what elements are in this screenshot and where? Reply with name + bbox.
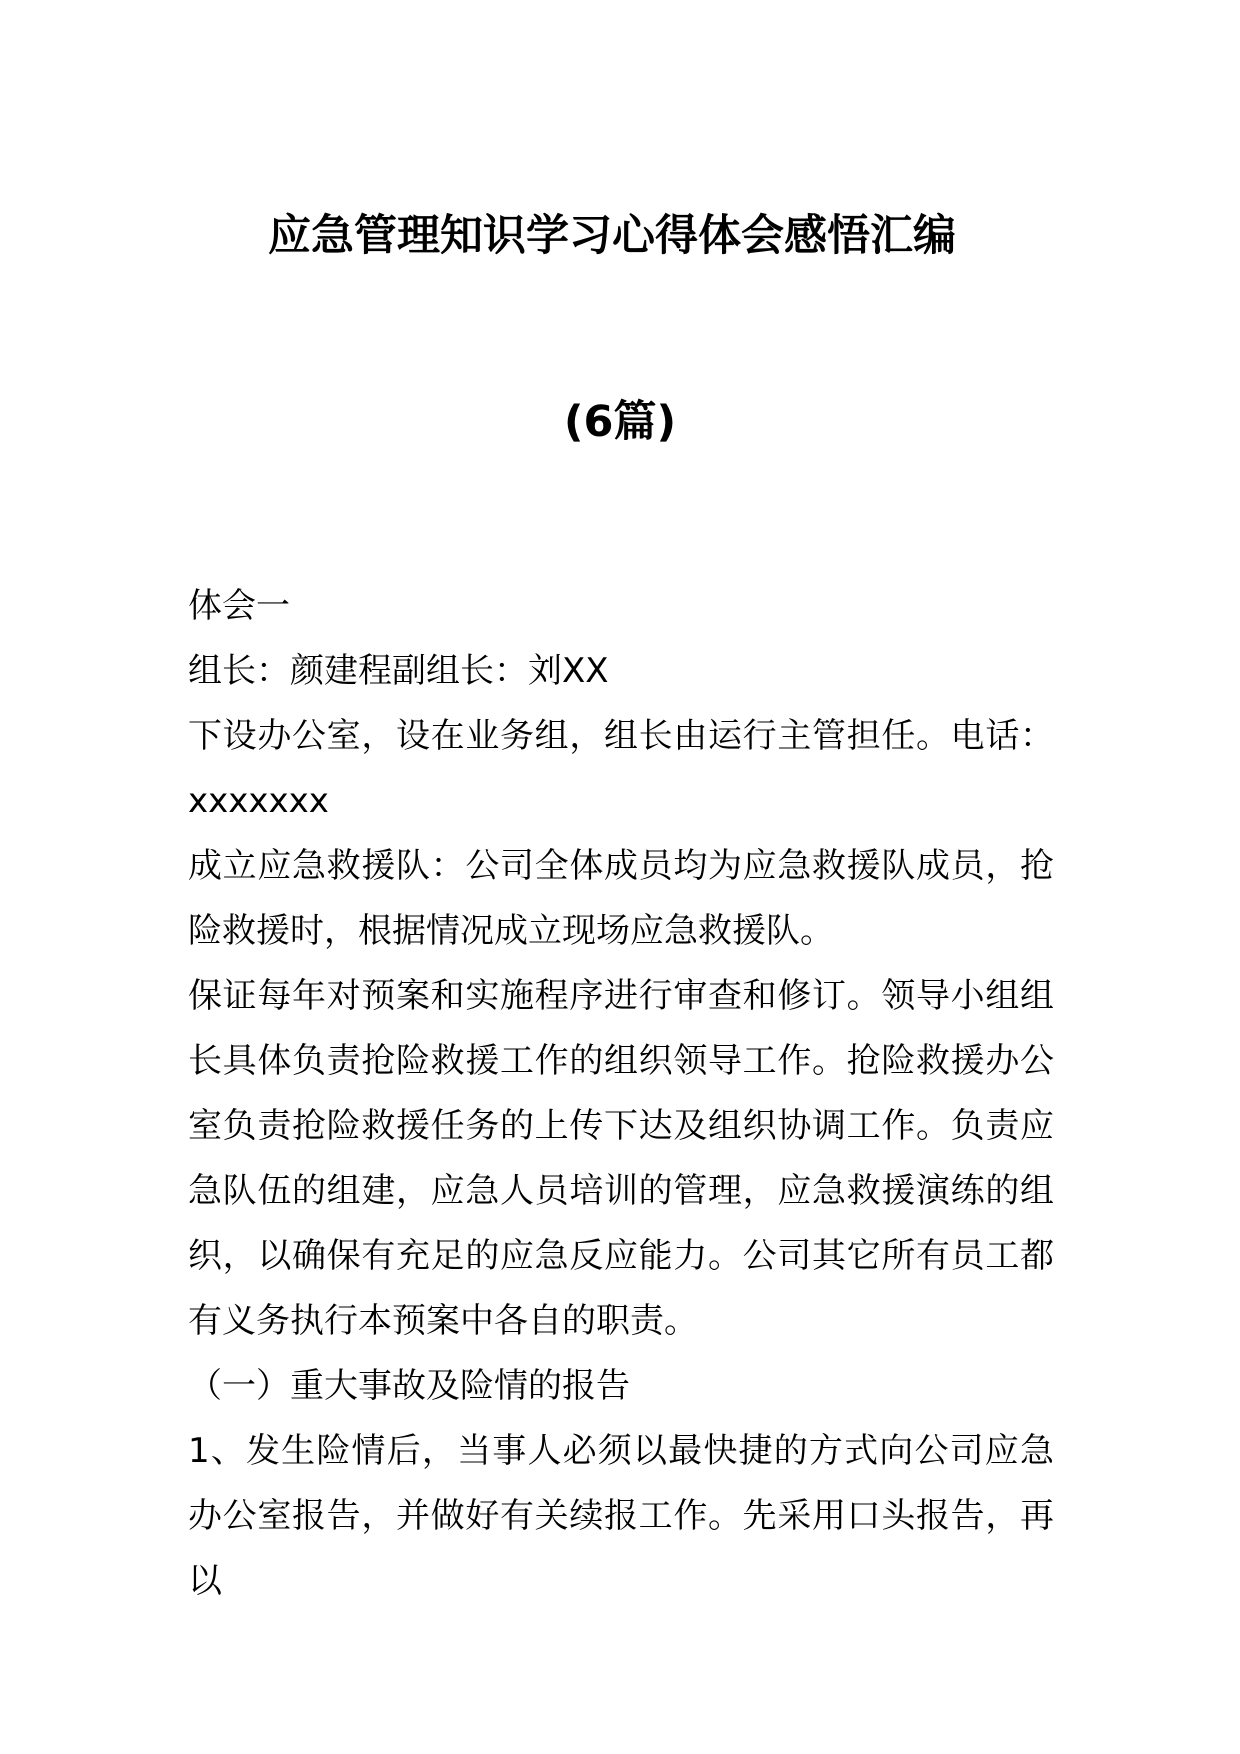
paragraph: 成立应急救援队：公司全体成员均为应急救援队成员，抢险救援时，根据情况成立现场应急救援队。: [188, 846, 1054, 951]
paragraph: 组长：颜建程副组长：刘XX: [188, 651, 609, 691]
document-body: [188, 574, 1054, 1614]
paragraph: 下设办公室，设在业务组，组长由运行主管担任。电话：xxxxxxx: [188, 716, 1054, 821]
paragraph: 1、发生险情后，当事人必须以最快捷的方式向公司应急办公室报告，并做好有关续报工作。先采用口头报告，再以: [188, 1431, 1054, 1601]
section-heading: 体会一: [188, 586, 290, 626]
document-title: 应急管理知识学习心得体会感悟汇编: [268, 211, 956, 261]
subsection-heading: （一）重大事故及险情的报告: [188, 1366, 630, 1406]
document-subtitle: (6篇): [563, 397, 677, 447]
paragraph: 保证每年对预案和实施程序进行审查和修订。领导小组组长具体负责抢险救援工作的组织领导工作。抢险救援办公室负责抢险救援任务的上传下达及组织协调工作。负责应急队伍的组建，应急人员培训的管理，应急救援演练的组织，以确保有充足的应急反应能力。公司其它所有员工都有义务执行本预案中各自的职责。: [188, 976, 1054, 1341]
